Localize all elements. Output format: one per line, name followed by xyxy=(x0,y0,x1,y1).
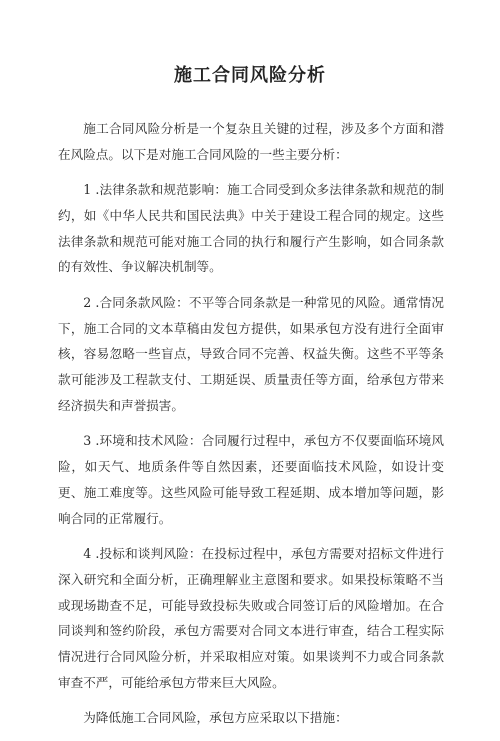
document-body xyxy=(58,116,444,741)
paragraph-environment-technology: 3 .环境和技术风险：合同履行过程中，承包方不仅要面临环境风险，如天气、地质条件等自然因素，还要面临技术风险，如设计变更、施工难度等。这些风险可能导致工程延期、成本增加等问题，影响合同的正常履行。 xyxy=(58,433,444,526)
paragraph-legal-clauses: 1 .法律条款和规范影响：施工合同受到众多法律条款和规范的制约，如《中华人民共和国民法典》中关于建设工程合同的规定。这些法律条款和规范可能对施工合同的执行和履行产生影响，如合同条款的有效性、争议解决机制等。 xyxy=(58,182,444,275)
paragraph-bidding-negotiation: 4 .投标和谈判风险：在投标过程中，承包方需要对招标文件进行深入研究和全面分析，正确理解业主意图和要求。如果投标策略不当或现场勘查不足，可能导致投标失败或合同签订后的风险增加。在合同谈判和签约阶段，承包方需要对合同文本进行审查，结合工程实际情况进行合同风险分析，并采取相应对策。如果谈判不力或合同条款审查不严，可能给承包方带来巨大风险。 xyxy=(58,545,444,690)
document-title: 施工合同风险分析 xyxy=(174,65,326,86)
paragraph-measures-intro: 为降低施工合同风险，承包方应采取以下措施： xyxy=(83,710,348,726)
paragraph-contract-terms: 2 .合同条款风险：不平等合同条款是一种常见的风险。通常情况下，施工合同的文本草稿由发包方提供，如果承包方没有进行全面审核，容易忽略一些盲点，导致合同不完善、权益失衡。这些不平等条款可能涉及工程款支付、工期延误、质量责任等方面，给承包方带来经济损失和声誉损害。 xyxy=(58,294,444,413)
intro-paragraph: 施工合同风险分析是一个复杂且关键的过程，涉及多个方面和潜在风险点。以下是对施工合同风险的一些主要分析： xyxy=(58,121,444,162)
